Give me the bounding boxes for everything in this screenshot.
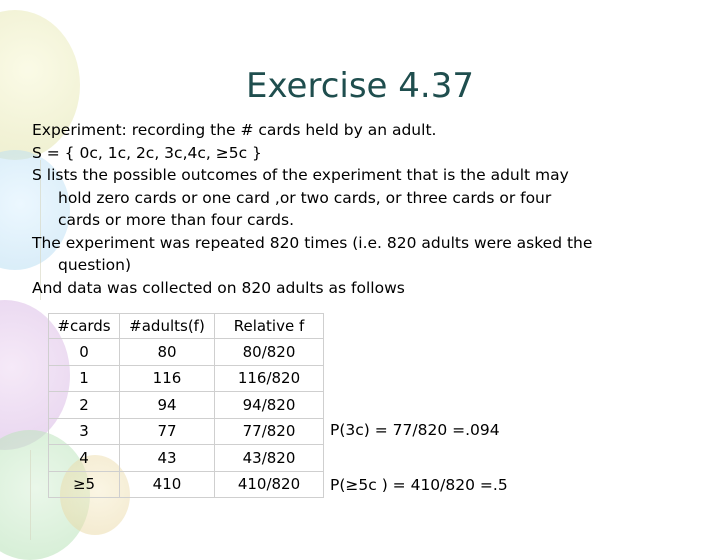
table-cell: 77 [120, 418, 215, 445]
table-cell: 80/820 [215, 339, 324, 366]
table-cell: 94/820 [215, 392, 324, 419]
body-line: The experiment was repeated 820 times (i.e. 820 adults were asked the [32, 233, 593, 252]
table-cell: 4 [49, 445, 120, 472]
table-cell: 77/820 [215, 418, 324, 445]
table-cell: 80 [120, 339, 215, 366]
body-line: cards or more than four cards. [58, 211, 294, 229]
probability-5c: P(≥5c ) = 410/820 =.5 [330, 476, 508, 494]
body-line: S lists the possible outcomes of the experiment that is the adult may [32, 166, 569, 184]
table-row [49, 392, 324, 419]
table-row [49, 339, 324, 366]
probability-3c: P(3c) = 77/820 =.094 [330, 421, 500, 439]
slide-body [32, 119, 702, 299]
table-cell: 43 [120, 445, 215, 472]
body-line: S = { 0c, 1c, 2c, 3c,4c, ≥5c } [32, 143, 262, 162]
body-line: hold zero cards or one card ,or two cards, or three cards or four [58, 188, 552, 207]
body-line: Experiment: recording the # cards held by an adult. [32, 121, 437, 139]
table-cell: 94 [120, 392, 215, 419]
table-cell: 410 [120, 471, 215, 498]
table-cell: 1 [49, 365, 120, 392]
table-row [49, 445, 324, 472]
table-cell: 116/820 [215, 365, 324, 392]
table-row [49, 365, 324, 392]
slide-title: Exercise 4.37 [246, 66, 474, 106]
body-line: question) [58, 256, 132, 274]
table-row [49, 418, 324, 445]
table-cell: 43/820 [215, 445, 324, 472]
table-cell: 3 [49, 418, 120, 445]
table-row [49, 471, 324, 498]
table-cell: 116 [120, 365, 215, 392]
column-header: Relative f [215, 314, 324, 339]
column-header: #cards [49, 314, 120, 339]
column-header: #adults(f) [120, 314, 215, 339]
table-cell: ≥5 [49, 471, 120, 498]
balloon-string [30, 450, 31, 540]
table-header-row [49, 314, 324, 339]
body-line: And data was collected on 820 adults as follows [32, 278, 405, 297]
table-cell: 0 [49, 339, 120, 366]
table-cell: 410/820 [215, 471, 324, 498]
table-cell: 2 [49, 392, 120, 419]
frequency-table [48, 313, 324, 498]
